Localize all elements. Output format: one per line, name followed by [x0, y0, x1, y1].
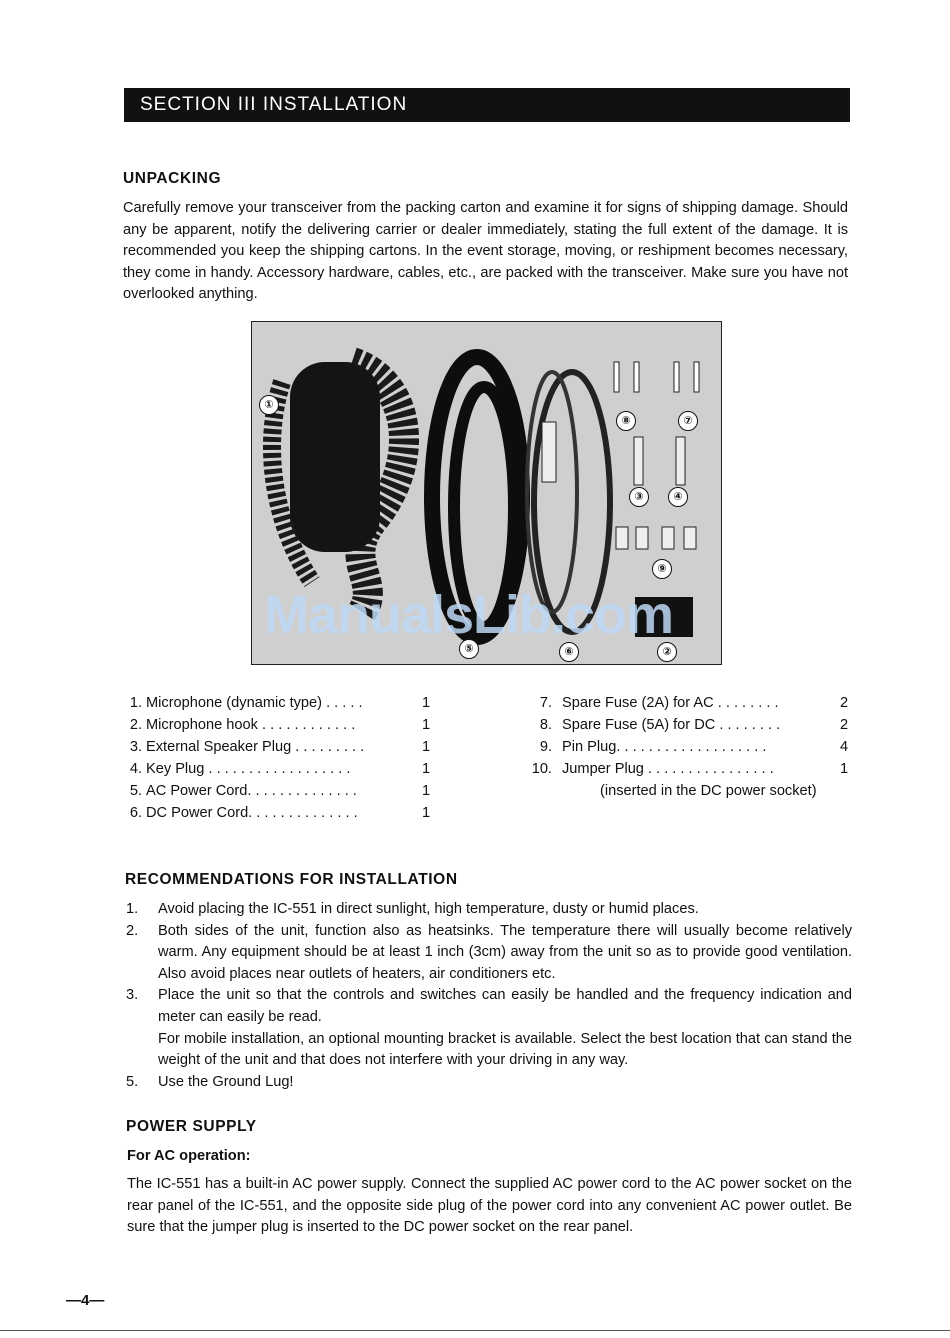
list-item: 1. Microphone (dynamic type) . . . . . 1	[129, 695, 431, 711]
bottom-rule	[0, 1330, 950, 1331]
power-supply-heading: POWER SUPPLY	[126, 1118, 257, 1135]
power-supply-paragraph: The IC-551 has a built-in AC power supply. Connect the supplied AC power cord to the AC power socket on the rear panel of the IC-551, and the opposite side plug of the power cord into any convenient AC power outlet. Be sure that the jumper plug is inserted to the DC power socket on the rear panel.	[127, 1176, 852, 1236]
callout-1: ①	[259, 395, 279, 415]
callout-8: ⑧	[616, 411, 636, 431]
list-item: 5. Use the Ground Lug!	[126, 1073, 294, 1090]
microphone-shape	[290, 362, 380, 552]
ac-operation-subheading: For AC operation:	[127, 1148, 251, 1164]
callout-5: ⑤	[459, 639, 479, 659]
list-item: 5. AC Power Cord. . . . . . . . . . . . . . 1	[129, 783, 431, 799]
callout-9: ⑨	[652, 559, 672, 579]
callout-2: ②	[657, 642, 677, 662]
callout-7: ⑦	[678, 411, 698, 431]
list-item: 6. DC Power Cord. . . . . . . . . . . . . . 1	[129, 805, 431, 821]
section-title: SECTION III INSTALLATION	[140, 94, 408, 115]
list-item: 10. Jumper Plug . . . . . . . . . . . . . . . . 1	[531, 761, 849, 777]
callout-4: ④	[668, 487, 688, 507]
section-title-bar	[124, 88, 850, 122]
list-item: 9. Pin Plug. . . . . . . . . . . . . . . . . . . 4	[539, 739, 849, 755]
list-item: 3. Place the unit so that the controls and switches can easily be handled and the frequency indication and meter can easily be read.	[126, 987, 852, 1025]
list-item: 3. External Speaker Plug . . . . . . . . . 1	[129, 739, 431, 755]
list-item: 1. Avoid placing the IC-551 in direct sunlight, high temperature, dusty or humid places.	[126, 901, 699, 917]
unpacking-paragraph: Carefully remove your transceiver from the packing carton and examine it for signs of shipping damage. Should any be apparent, notify the delivering carrier or dealer immediately, stating the full extent of the damage. It is recommended you keep the shipping cartons. In the event storage, moving, or reshipment becomes necessary, they come in handy. Accessory hardware, cables, etc., are packed with the transceiver. Make sure you have not overlooked anything.	[123, 200, 848, 303]
accessory-list-left	[120, 695, 440, 827]
recommendations-heading: RECOMMENDATIONS FOR INSTALLATION	[125, 871, 458, 888]
list-item: 4. Key Plug . . . . . . . . . . . . . . . . . . 1	[129, 761, 431, 777]
watermark: ManualsLib.com	[264, 585, 674, 645]
accessories-photo	[251, 321, 722, 665]
list-item: 2. Both sides of the unit, function also as heatsinks. The temperature there will usually become relatively warm. Any equipment should be at least 1 inch (3cm) away from the unit so as to provide good ventilation. Also avoid places near outlets of heaters, air conditioners etc.	[126, 922, 852, 982]
page-number: —4—	[66, 1292, 105, 1309]
recommendations-list	[126, 899, 852, 1093]
list-item-note: (inserted in the DC power socket)	[600, 783, 817, 799]
list-item: 2. Microphone hook . . . . . . . . . . . . 1	[129, 717, 431, 733]
unpacking-heading: UNPACKING	[123, 170, 222, 187]
list-item: 8. Spare Fuse (5A) for DC . . . . . . . . 2	[539, 717, 849, 733]
accessory-list-right	[530, 695, 850, 805]
list-item: For mobile installation, an optional mounting bracket is available. Select the best location that can stand the weight of the unit and that does not interfere with your driving in any way.	[158, 1030, 852, 1069]
list-item: 7. Spare Fuse (2A) for AC . . . . . . . . 2	[539, 695, 849, 711]
callout-6: ⑥	[559, 642, 579, 662]
callout-3: ③	[629, 487, 649, 507]
